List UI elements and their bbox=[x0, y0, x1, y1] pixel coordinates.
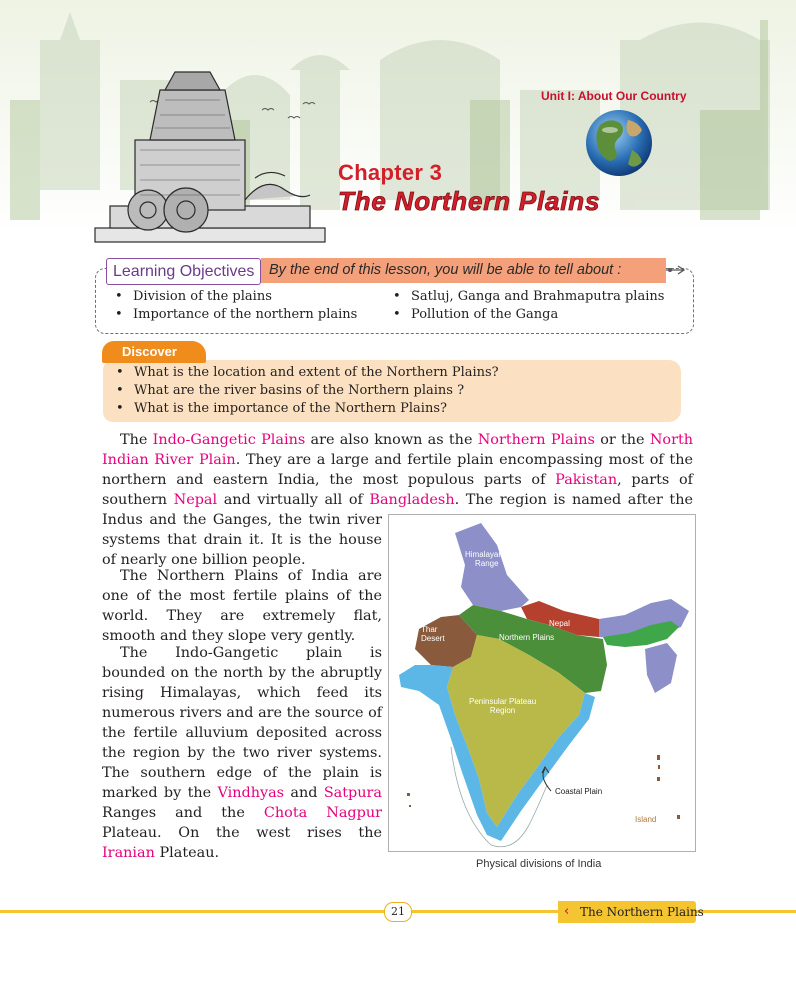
objective-item: • Division of the plains bbox=[115, 289, 272, 304]
discover-item: • What is the importance of the Northern Plains? bbox=[116, 401, 447, 416]
map-label-himalayan: Himalayan Range bbox=[465, 550, 503, 568]
arrow-icon bbox=[664, 263, 692, 277]
text-line: northern and eastern India, the most populous parts of Pakistan, parts of bbox=[102, 472, 693, 488]
discover-item: • What is the location and extent of the Northern Plains? bbox=[116, 365, 499, 380]
paragraph-intro bbox=[102, 430, 693, 510]
learning-objectives-intro: By the end of this lesson, you will be able to tell about : bbox=[261, 258, 666, 283]
text-line: of nearly one billion people. bbox=[102, 552, 306, 568]
text-line: The Indo-Gangetic Plains are also known as the Northern Plains or the North bbox=[120, 432, 694, 448]
chevron-left-icon: ‹ bbox=[564, 904, 570, 919]
text-line: the region by the two river systems. bbox=[102, 745, 382, 761]
map-label-nepal: Nepal bbox=[549, 619, 570, 628]
text-line: the fertile alluvium deposited across bbox=[102, 725, 382, 741]
map-label-thar: Thar Desert bbox=[421, 625, 445, 643]
running-title bbox=[558, 901, 704, 923]
text-line: one of the most fertile plains of the bbox=[102, 588, 382, 604]
objective-item: • Satluj, Ganga and Brahmaputra plains bbox=[393, 289, 665, 304]
map-label-peninsular: Peninsular Plateau Region bbox=[469, 697, 537, 715]
text-line: The Indo-Gangetic plain is bbox=[120, 645, 382, 661]
chapter-title: The Northern Plains bbox=[338, 186, 601, 216]
text-line: Ranges and the Chota Nagpur bbox=[102, 805, 382, 821]
page-number: 21 bbox=[384, 902, 412, 922]
text-line: systems that drain it. It is the house bbox=[102, 532, 382, 548]
text-line: numerous rivers and are the source of bbox=[102, 705, 383, 721]
objective-item: • Pollution of the Ganga bbox=[393, 307, 559, 322]
text-line: southern Nepal and virtually all of Bangladesh. The region is named after the bbox=[102, 492, 693, 508]
paragraph-intro-continued bbox=[102, 510, 382, 570]
text-line: Iranian Plateau. bbox=[102, 845, 220, 861]
map-figure bbox=[388, 514, 696, 852]
text-line: Indus and the Ganges, the twin river bbox=[102, 512, 382, 528]
text-line: Plateau. On the west rises the bbox=[102, 825, 382, 841]
running-title-text: The Northern Plains bbox=[580, 905, 704, 919]
map-caption: Physical divisions of India bbox=[476, 858, 602, 870]
unit-label: Unit I: About Our Country bbox=[541, 89, 687, 103]
india-physical-map bbox=[389, 515, 695, 851]
discover-item: • What are the river basins of the Northern plains ? bbox=[116, 383, 465, 398]
objective-item: • Importance of the northern plains bbox=[115, 307, 358, 322]
text-line: marked by the Vindhyas and Satpura bbox=[102, 785, 382, 801]
text-line: bounded on the north by the abruptly bbox=[102, 665, 382, 681]
discover-tab: Discover bbox=[102, 341, 206, 363]
learning-objectives-tab: Learning Objectives bbox=[106, 258, 261, 285]
chapter-number: Chapter 3 bbox=[338, 160, 443, 185]
text-line: rising Himalayas, which feed its bbox=[102, 685, 382, 701]
map-label-island: Island bbox=[635, 815, 657, 824]
text-line: The Northern Plains of India are bbox=[120, 568, 382, 584]
globe-icon bbox=[586, 110, 652, 176]
map-label-coastal: Coastal Plain bbox=[555, 787, 603, 796]
text-line: smooth and they slope very gently. bbox=[102, 628, 356, 644]
paragraph-fertile bbox=[102, 566, 382, 646]
text-line: The southern edge of the plain is bbox=[102, 765, 382, 781]
text-line: Indian River Plain. They are a large and fertile plain encompassing most of the bbox=[102, 452, 693, 468]
paragraph-boundaries bbox=[102, 643, 382, 863]
text-line: world. They are extremely flat, bbox=[102, 608, 382, 624]
map-label-northern-plains: Northern Plains bbox=[499, 633, 555, 642]
